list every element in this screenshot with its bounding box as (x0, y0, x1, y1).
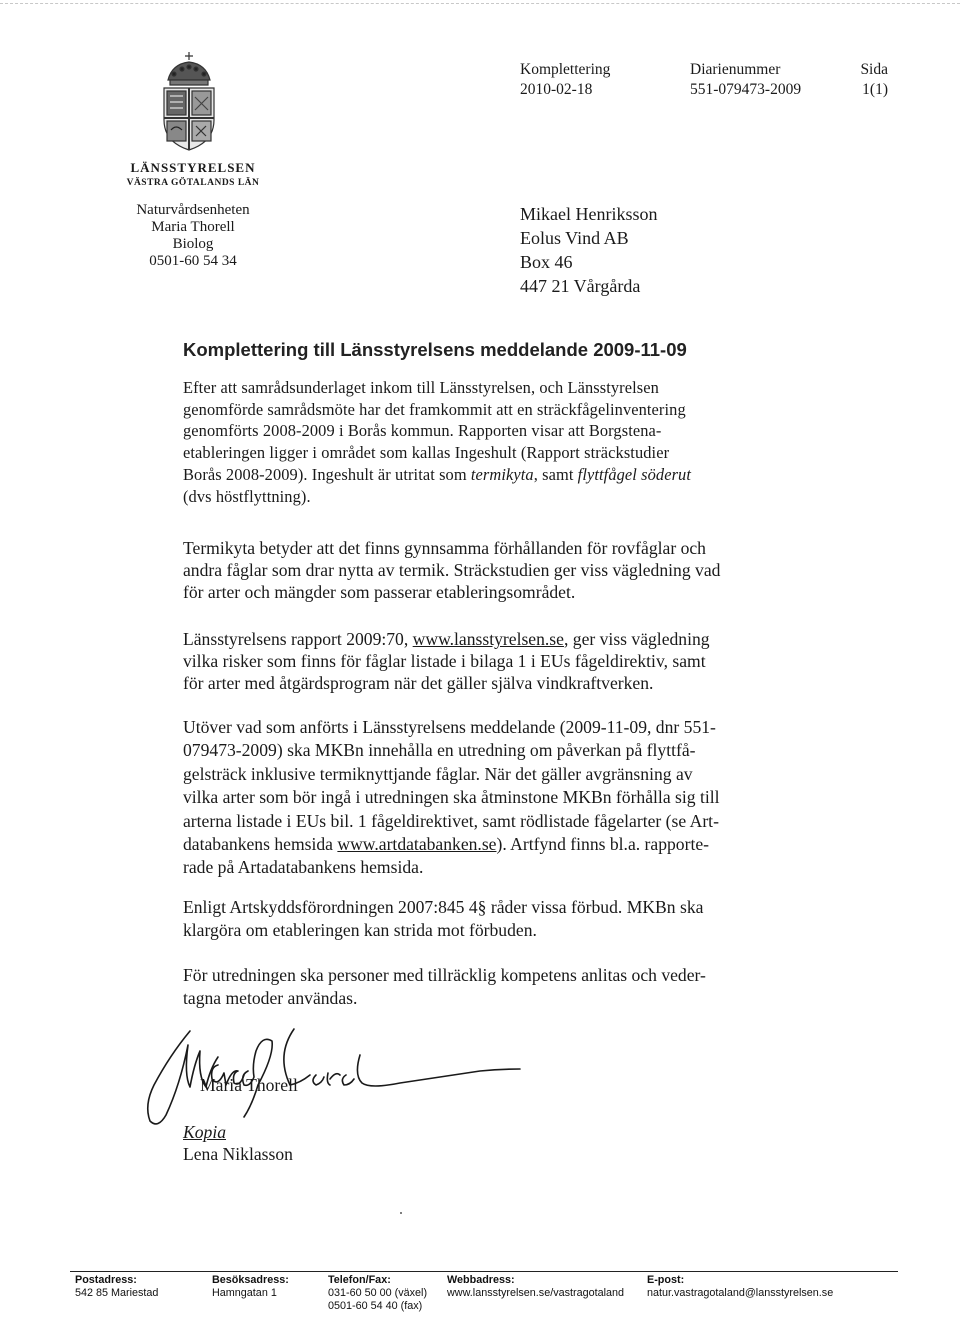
text-line: tagna metoder användas. (183, 988, 358, 1008)
footer-value: Hamngatan 1 (212, 1287, 277, 1299)
meta-diarienummer (690, 60, 801, 100)
text-line: För utredningen ska personer med tillräcklig kompetens anlitas och veder- (183, 965, 706, 985)
coat-of-arms-icon (158, 50, 220, 152)
footer-value: natur.vastragotaland@lansstyrelsen.se (647, 1287, 834, 1299)
text-line: för arter och mängder som passerar etableringsområdet. (183, 581, 576, 602)
recipient-box: Box 46 (520, 252, 573, 272)
text-line: Termikyta betyder att det finns gynnsamma förhållanden för rovfåglar och (183, 538, 706, 558)
text-line: genomförts 2008-2009 i Borås kommun. Rapporten visar att Borgstena- (183, 421, 662, 441)
stray-mark (400, 1212, 402, 1214)
footer-postal (75, 1274, 158, 1300)
paragraph-6 (183, 964, 803, 1010)
text-line: 079473-2009) ska MKBn innehålla en utredning om påverkan på flyttfå- (183, 740, 696, 761)
text-line: Efter att samrådsunderlaget inkom till Länsstyrelsen, och Länsstyrelsen (183, 378, 659, 397)
sender-unit: Naturvårdsenheten (136, 202, 250, 218)
text-line: gelsträck inklusive termiknyttjande fåglar. När det gäller avgränsning av (183, 763, 693, 784)
italic-term-termikyta: termikyta (470, 464, 534, 484)
meta-date: 2010-02-18 (520, 81, 593, 98)
top-border (0, 3, 960, 5)
text-run: , ger viss vägledning (563, 629, 710, 649)
text-line: rade på Artadatabankens hemsida. (183, 857, 424, 878)
authority-subtitle: VÄSTRA GÖTALANDS LÄN (126, 178, 260, 188)
text-line: Utöver vad som anförts i Länsstyrelsens meddelande (2009-11-09, dnr 551- (183, 717, 716, 737)
sender-phone: 0501-60 54 34 (149, 253, 237, 269)
footer-rule (70, 1271, 898, 1272)
footer-heading: E-post: (647, 1274, 685, 1286)
footer-value: 0501-60 54 40 (fax) (328, 1300, 423, 1312)
copy-label: Kopia (183, 1122, 227, 1142)
text-line: för arter med åtgärdsprogram när det gäller själva vindkraftverken. (183, 673, 654, 693)
footer-heading: Webbadress: (447, 1274, 515, 1286)
text-line (183, 833, 803, 856)
text-run: , samt (533, 464, 578, 484)
footer-email (647, 1274, 833, 1300)
meta-diarienummer-label: Diarienummer (690, 61, 781, 78)
footer-value: www.lansstyrelsen.se/vastragotaland (447, 1287, 625, 1299)
recipient-address (520, 202, 657, 298)
paragraph-3 (183, 628, 803, 694)
recipient-company: Eolus Vind AB (520, 228, 629, 248)
text-line: etableringen ligger i området som kallas Ingeshult (Rapport sträckstudier (183, 443, 670, 463)
sender-title: Biolog (172, 236, 214, 252)
paragraph-4 (183, 716, 803, 880)
meta-page (840, 60, 888, 100)
text-line (183, 628, 803, 650)
text-line: vilka arter som bör ingå i utredningen ska åtminstone MKBn förhålla sig till (183, 787, 720, 808)
text-line (183, 464, 783, 486)
footer-value: 031-60 50 00 (växel) (328, 1287, 428, 1299)
footer-web (447, 1274, 624, 1300)
text-line: vilka risker som finns för fåglar listade i bilaga 1 i EUs fågeldirektiv, samt (183, 651, 706, 671)
recipient-name: Mikael Henriksson (520, 204, 658, 224)
signer-name: Maria Thorell (200, 1075, 298, 1095)
text-run: Länsstyrelsens rapport 2009:70, (183, 629, 413, 649)
text-line: (dvs höstflyttning). (183, 486, 311, 506)
meta-type (520, 60, 610, 100)
letter-subject: Komplettering till Länsstyrelsens meddelande 2009-11-09 (183, 339, 687, 360)
paragraph-1 (183, 377, 783, 507)
text-line: genomförde samrådsmöte har det framkommit att en sträckfågelinventering (183, 399, 686, 419)
footer-heading: Postadress: (75, 1274, 137, 1286)
text-line: arterna listade i EUs bil. 1 fågeldirektivet, samt rödlistade fågelarter (se Art- (183, 810, 719, 831)
paragraph-2 (183, 538, 803, 603)
text-run: ). Artfynd finns bl.a. rapporte- (496, 834, 710, 855)
recipient-city: 447 21 Vårgårda (520, 276, 641, 296)
meta-diarienummer-value: 551-079473-2009 (690, 81, 802, 98)
text-line: klargöra om etableringen kan strida mot förbuden. (183, 920, 537, 940)
link-artdatabanken[interactable]: www.artdatabanken.se (337, 834, 497, 855)
italic-term-flyttfagel: flyttfågel söderut (577, 464, 692, 484)
text-line: andra fåglar som drar nytta av termik. Sträckstudien ger viss vägledning vad (183, 559, 721, 580)
footer-visit (212, 1274, 289, 1300)
text-run: databankens hemsida (183, 834, 338, 855)
meta-page-label: Sida (860, 61, 888, 78)
text-line: Enligt Artskyddsförordningen 2007:845 4§ råder vissa förbud. MKBn ska (183, 897, 704, 917)
footer-phone (328, 1274, 427, 1313)
paragraph-5 (183, 896, 803, 942)
footer-heading: Besöksadress: (212, 1274, 289, 1286)
footer-heading: Telefon/Fax: (328, 1274, 391, 1286)
sender-block (108, 202, 278, 270)
authority-name: LÄNSSTYRELSEN (130, 160, 256, 175)
copy-recipient: Lena Niklasson (183, 1144, 293, 1164)
sender-name: Maria Thorell (151, 219, 235, 235)
meta-page-value: 1(1) (862, 81, 888, 98)
footer-value: 542 85 Mariestad (75, 1287, 159, 1299)
link-lansstyrelsen[interactable]: www.lansstyrelsen.se (412, 629, 564, 649)
meta-type-label: Komplettering (520, 61, 611, 78)
text-run: Borås 2008-2009). Ingeshult är utritat som (183, 464, 471, 484)
